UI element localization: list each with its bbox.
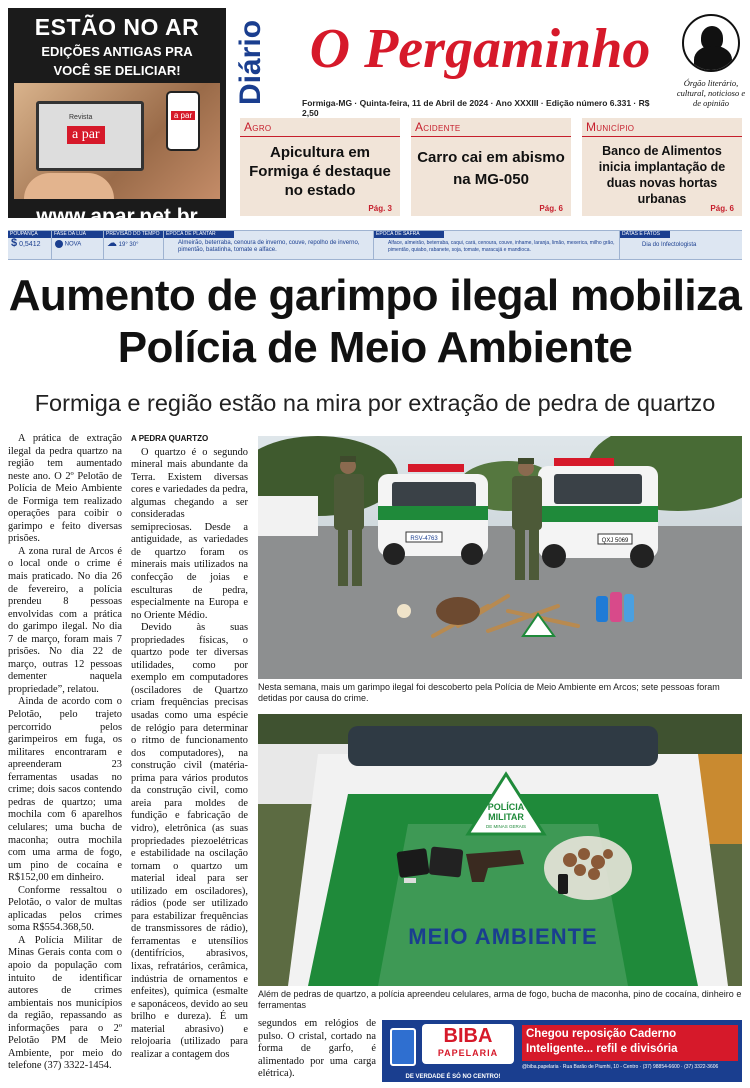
plantar-label: ÉPOCA DE PLANTAR [164,231,234,238]
ad-revista-label: Revista [69,114,93,121]
biba-contact: @biba.papelaria · Rua Barão de Piumhi, 10 - Centro · (37) 98854-6600 · (37) 3322-3606 [522,1064,719,1070]
photo-1-illustration [258,436,742,679]
biba-ad-title: Chegou reposição Caderno Inteligente... refil e divisória [522,1025,738,1061]
plantar-value: Almeirão, beterraba, cenoura de inverno, couve, repolho de inverno, pimentão, batatinha, tomate e alface. [178,240,360,253]
ad-subtitle-1: EDIÇÕES ANTIGAS PRA [41,44,193,59]
teaser-section: Acidente [411,118,571,137]
teaser-headline: Banco de Alimentos inicia implantação de duas novas hortas urbanas [598,144,726,206]
subheadline: Formiga e região estão na mira por extração de pedra de quartzo [34,390,716,416]
sign-line-1: POLÍCIA [487,802,525,812]
datas-cell [620,231,742,259]
sign-line-3: DE MINAS GERAIS [485,824,527,829]
hands-illustration [24,173,114,199]
teaser-section: Agro [240,118,400,137]
plantar-cell [164,231,374,259]
datas-label: DATAS E FATOS [620,231,670,238]
article-column-3 [258,1018,376,1084]
safra-value: Alface, almeirão, beterraba, caqui, cará, cenoura, couve, inhame, laranja, limão, mexerica, milho grão, pimentão, quiabo, rabanete, soja, tomate, maracujá e mandioca. [388,240,615,253]
moon-icon [55,240,63,248]
teaser-headline: Carro cai em abismo na MG-050 [417,149,565,188]
photo-police-officers [258,436,742,679]
article-paragraph: Devido às suas propriedades físicas, o quartzo pode ter diversas utilidades, como por exemplo em computadores (osciladores de Quartzo criam frequências precisas usadas como uma espécie de relógio para determinar o ritmo de funcionamento dos computadores), na construção civil (matéria-prima para vários produtos da construção civil, como areia para moldes de fundição e fabricação de vidro), eletrônica (as suas propriedades piezoelétricas e estabilidade na oscilação tornam o quartzo um material ideal para ser utilizado em osciladores), rádios (pode ser utilizado para estabilizar frequências de transmissores de rádio), ferramentas e utensílios (dentifrícios, abrasivos, lixas, refratários, cerâmica, indústria de ornamentos e enfeites), química (esmalte e saponáceos, devido ao seu brilho e dureza). É um material abrasivo) e relojoaria (utilizado para realizar a contagem dos [131,622,248,1060]
teaser-headline: Apicultura em Formiga é destaque no estado [249,144,391,199]
main-headline [8,270,742,374]
tempo-label: PREVISÃO DO TEMPO [104,231,163,238]
tempo-min: 19° [118,242,128,248]
teaser-page: Pág. 6 [539,204,563,213]
photo-2-illustration [258,714,742,986]
ad-brand-logo: a par [67,126,105,144]
cloud-icon: ☁ [107,238,117,249]
teaser-page: Pág. 3 [368,204,392,213]
lua-phase: NOVA [64,241,82,248]
newspaper-tagline: Órgão literário, cultural, noticioso e de opinião [676,78,746,108]
article-column-1 [8,433,122,1083]
hood-text: MEIO AMBIENTE [408,924,598,949]
biba-papelaria-ad[interactable] [382,1020,742,1082]
lua-label: FASE DA LUA [52,231,103,238]
poupanca-rate: 0,5412 [19,241,41,248]
tempo-max: 30° [129,242,139,248]
tempo-value [107,240,161,249]
headline-line-1: Aumento de garimpo ilegal mobiliza [8,271,742,320]
silhouette-emblem-icon [682,14,740,72]
ad-subtitle-2: VOCÊ SE DELICIAR! [53,63,181,78]
teaser-municipio[interactable] [582,118,742,216]
diario-label: Diário [234,19,267,105]
poupanca-value [11,237,49,249]
article-subhead: A PEDRA QUARTZO [131,434,209,443]
article-paragraph: A prática de extração ilegal da pedra quartzo na região tem aumentado neste ano. O 2º Pelotão de Polícia de Meio Ambiente de Formiga tem realizado operações para coibir o garimpo e feito diversas prisões. [8,433,122,545]
teaser-agro[interactable] [240,118,400,216]
plate-right: QXJ 5069 [601,538,629,544]
article-paragraph: Conforme ressaltou o Pelotão, o valor de multas aplicadas pelos crimes soma R$554.368,50. [8,884,122,934]
article-paragraph: segundos em relógios de pulso. O cristal, cortado na forma de garfo, é alimentado por uma carga elétrica). [258,1018,376,1080]
poupanca-label: POUPANÇA [8,231,51,238]
ad-title: ESTÃO NO AR [34,14,200,40]
plate-left: RSV-4763 [410,536,438,542]
phone-illustration [166,91,200,151]
poupanca-cell [8,231,52,259]
lua-value [55,240,101,249]
lua-cell [52,231,104,259]
photo-seized-items [258,714,742,986]
biba-slogan: DE VERDADE É SÓ NO CENTRO! [405,1074,501,1080]
biba-brand: BIBA [443,1025,493,1047]
ad-photo [14,83,220,199]
article-paragraph: A Polícia Militar de Minas Gerais conta com o apoio da população com intuito de identificar autores de crimes ambientais nos municípios da região, repassando as informações para o 2º Pelotão PM de Meio Ambiente, por meio do telefone (37) 3322-1454. [8,934,122,1072]
newspaper-title: O Pergaminho [309,18,651,80]
datas-value: Dia do Infectologista [642,242,697,248]
photo-1-caption: Nesta semana, mais um garimpo ilegal foi descoberto pela Polícia de Meio Ambiente em Arcos; sete pessoas foram detidas por causa do crime. [258,682,720,703]
ad-phone-logo: a par [171,111,195,120]
photo-2-caption: Além de pedras de quartzo, a polícia apreendeu celulares, arma de fogo, bucha de maconha, pino de cocaína, dinheiro e ferramentas [258,989,742,1010]
laptop-illustration [36,101,144,171]
safra-label: ÉPOCA DE SAFRA [374,231,444,238]
teaser-section: Município [582,118,742,137]
tempo-cell [104,231,164,259]
dollar-icon: $ [11,237,18,249]
sign-line-2: MILITAR [488,812,524,822]
info-strip [8,230,742,260]
ad-url[interactable]: www.apar.net.br [36,205,198,228]
apar-ad[interactable] [8,8,226,228]
article-paragraph: O quartzo é o segundo mineral mais abundante da Terra. Existem diversas cores e variedades da pedra, algumas chegando a ser consideradas semipreciosas. Desde a antiguidade, as variedades de quartzo foram os minerais mais utilizados na confecção de joias e esculturas de pedra, especialmente na Europa e no Oriente Médio. [131,446,248,621]
biba-brand-sub: PAPELARIA [437,1048,499,1058]
biba-logo [422,1024,514,1064]
safra-cell [374,231,620,259]
headline-line-2: Polícia de Meio Ambiente [117,323,633,372]
notebook-icon [390,1028,416,1066]
article-paragraph: Ainda de acordo com o Pelotão, pelo trajeto percorrido pelos garimpeiros em fuga, os militares encontraram e apreenderam 23 ferramentas usadas no crime; dois sacos contendo pedras de quartzo; uma mochila com 6 aparelhos celulares; uma bucha de maconha; outra mochila com uma arma de fogo, um pino de cocaína e R$152,00 em dinheiro. [8,696,122,884]
teaser-page: Pág. 6 [710,204,734,213]
article-column-2 [131,433,248,1083]
article-paragraph: A zona rural de Arcos é o local onde o crime é mais praticado. No dia 26 de fevereiro, a polícia prendeu 8 pessoas envolvidas com a prática do garimpo ilegal. No dia 7 de março, foram mais 7 prisões. No dia 22 de março, outras 12 pessoas dementer naquela propriedade”, relatou. [8,545,122,695]
edition-info: Formiga-MG · Quinta-feira, 11 de Abril de 2024 · Ano XXXIII · Edição número 6.331 · R$ 2,50 [302,98,650,118]
teaser-acidente[interactable] [411,118,571,216]
